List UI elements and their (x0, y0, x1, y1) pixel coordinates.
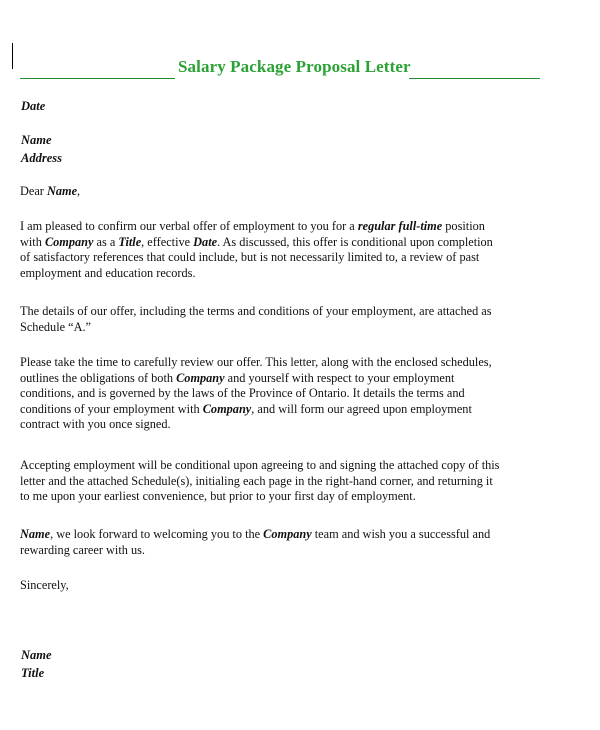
paragraph-line (20, 527, 540, 543)
paragraph-line: to me upon your earliest convenience, but prior to your first day of employment. (20, 489, 416, 504)
text-run: , we look forward to welcoming you to the (50, 527, 264, 541)
text-cursor (12, 43, 13, 69)
paragraph-line: Schedule “A.” (20, 319, 92, 334)
paragraph-line: contract with you once signed. (20, 417, 171, 432)
text-run: with (20, 234, 45, 249)
employment-type: regular full-time (357, 219, 443, 233)
paragraph-review (20, 355, 540, 433)
text-run: conditions of your employment with (20, 401, 203, 416)
company-placeholder: Company (44, 234, 94, 249)
title-placeholder: Title (118, 234, 142, 249)
salutation-dear: Dear (20, 184, 47, 198)
company-placeholder: Company (202, 401, 252, 416)
paragraph-line: conditions, and is governed by the laws of the Province of Ontario. It details the terms and (20, 386, 465, 401)
company-placeholder: Company (263, 527, 312, 541)
text-run: outlines the obligations of both (20, 370, 177, 385)
salutation-comma: , (77, 184, 81, 198)
paragraph-line: The details of our offer, including the terms and conditions of your employment, are attached as (20, 304, 492, 318)
company-placeholder: Company (176, 370, 225, 385)
text-run: , and will form our agreed upon employment (251, 401, 472, 416)
paragraph-line (20, 371, 540, 387)
paragraph-line: employment and education records. (20, 265, 196, 280)
text-run: , effective (141, 234, 194, 249)
paragraph-offer (20, 219, 540, 281)
paragraph-line (20, 402, 540, 418)
text-run: as a (93, 234, 119, 249)
closing-text: Sincerely, (20, 578, 69, 592)
salutation-name: Name (46, 184, 78, 198)
date-field: Date (21, 99, 46, 113)
paragraph-acceptance (20, 458, 540, 505)
closing (20, 578, 540, 594)
paragraph-details (20, 304, 540, 335)
paragraph-line: Accepting employment will be conditional upon agreeing to and signing the attached copy of this (20, 458, 500, 472)
text-run: and yourself with respect to your employment (224, 370, 455, 385)
paragraph-line (20, 235, 540, 251)
title-row (20, 57, 540, 83)
recipient-address: Address (21, 151, 62, 165)
text-run: position (442, 219, 485, 233)
title-rule-left (20, 78, 175, 79)
title-rule-right (409, 78, 540, 79)
paragraph-line: Please take the time to carefully review our offer. This letter, along with the enclosed schedules, (20, 355, 492, 369)
salutation (20, 184, 540, 200)
text-run: I am pleased to confirm our verbal offer of employment to you for a (20, 219, 358, 233)
text-run: . As discussed, this offer is conditional upon completion (217, 234, 493, 249)
paragraph-line: letter and the attached Schedule(s), initialing each page in the right-hand corner, and returning it (20, 473, 493, 488)
signature-name: Name (21, 648, 52, 662)
recipient-name: Name (21, 133, 52, 147)
paragraph-line: rewarding career with us. (20, 542, 145, 557)
date-placeholder: Date (193, 234, 218, 249)
paragraph-line (20, 219, 540, 235)
letter-title: Salary Package Proposal Letter (178, 57, 411, 76)
name-placeholder: Name (20, 527, 51, 541)
signature-title: Title (21, 666, 45, 680)
paragraph-line: of satisfactory references that could include, but is not necessarily limited to, a review of past (20, 250, 480, 265)
text-run: team and wish you a successful and (311, 527, 491, 541)
paragraph-welcome (20, 527, 540, 558)
